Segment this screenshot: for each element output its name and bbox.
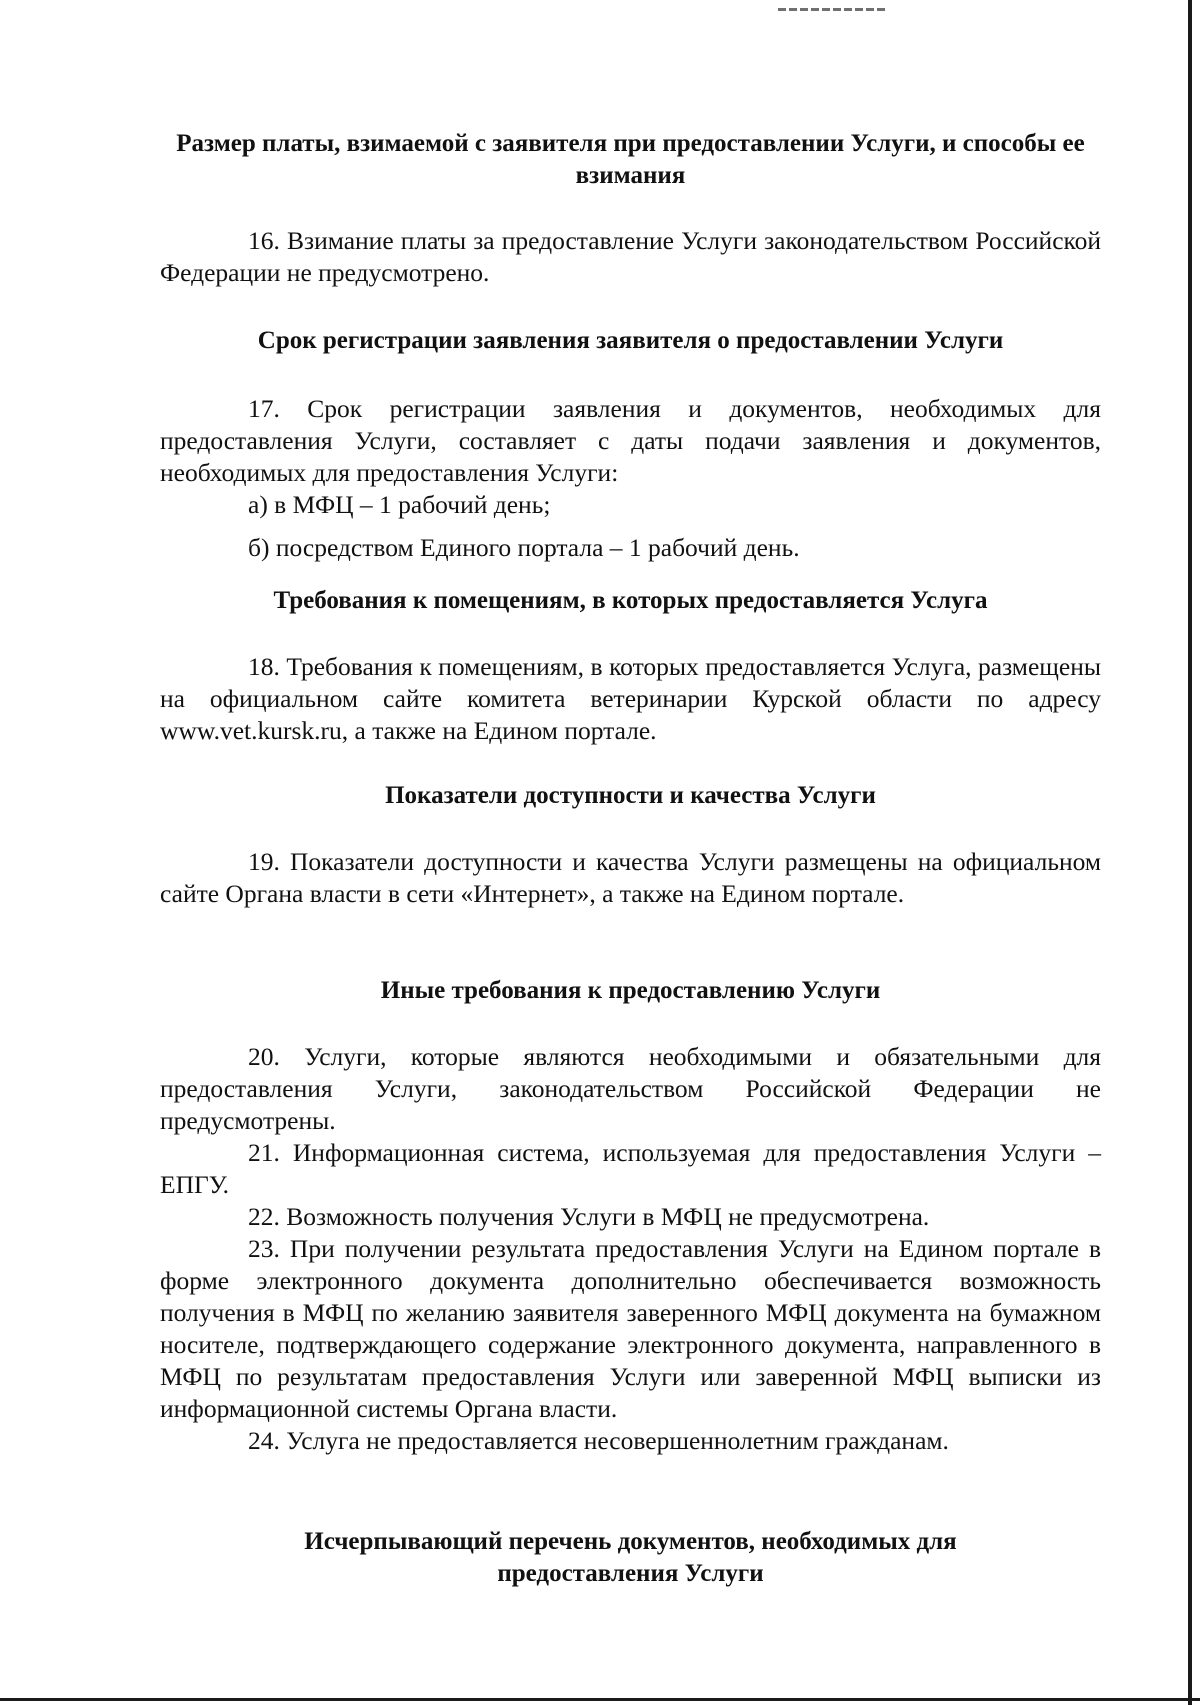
section-other <box>160 975 1101 1007</box>
section-documents <box>160 1526 1101 1590</box>
paragraph-24: 24. Услуга не предоставляется несовершеннолетним гражданам. <box>248 1426 949 1455</box>
scan-border-bottom <box>0 1698 1200 1701</box>
paragraph-18: 18. Требования к помещениям, в которых предоставляется Услуга, размещены на официальном сайте комитета ветеринарии Курской области по адресу www.vet.kursk.ru, а также на Едином портале. <box>160 652 1101 745</box>
heading-premises: Требования к помещениям, в которых предоставляется Услуга <box>273 587 988 614</box>
paragraph-17-item-a: а) в МФЦ – 1 рабочий день; <box>248 490 551 519</box>
paragraph-19-block <box>160 846 1101 910</box>
heading-other: Иные требования к предоставлению Услуги <box>380 977 881 1004</box>
paragraph-16-block <box>160 225 1101 289</box>
paragraph-19: 19. Показатели доступности и качества Услуги размещены на официальном сайте Органа власти в сети «Интернет», а также на Едином портале. <box>160 847 1101 908</box>
paragraph-20: 20. Услуги, которые являются необходимыми и обязательными для предоставления Услуги, законодательством Российской Федерации не предусмотрены. <box>160 1042 1101 1135</box>
section-registration <box>160 325 1101 357</box>
section-fee <box>160 128 1101 192</box>
paragraph-21: 21. Информационная система, используемая для предоставления Услуги – ЕПГУ. <box>160 1138 1101 1199</box>
scan-artifact <box>778 8 888 11</box>
heading-indicators: Показатели доступности и качества Услуги <box>385 782 876 809</box>
heading-registration: Срок регистрации заявления заявителя о предоставлении Услуги <box>257 327 1004 354</box>
paragraph-18-block <box>160 651 1101 747</box>
paragraph-17: 17. Срок регистрации заявления и документов, необходимых для предоставления Услуги, составляет с даты подачи заявления и документов, необходимых для предоставления Услуги: <box>160 394 1101 487</box>
scan-border-right <box>1188 0 1192 1705</box>
paragraphs-20-24-block <box>160 1041 1101 1457</box>
paragraph-16: 16. Взимание платы за предоставление Услуги законодательством Российской Федерации не предусмотрено. <box>160 226 1101 287</box>
heading-fee: Размер платы, взимаемой с заявителя при предоставлении Услуги, и способы ее взимания <box>176 130 1085 189</box>
paragraph-22: 22. Возможность получения Услуги в МФЦ не предусмотрена. <box>248 1202 930 1231</box>
section-premises <box>160 585 1101 617</box>
section-indicators <box>160 780 1101 812</box>
paragraph-17-block <box>160 393 1101 564</box>
paragraph-17-item-b: б) посредством Единого портала – 1 рабочий день. <box>248 533 800 562</box>
heading-documents: Исчерпывающий перечень документов, необходимых для предоставления Услуги <box>304 1528 957 1587</box>
paragraph-23: 23. При получении результата предоставления Услуги на Едином портале в форме электронного документа дополнительно обеспечивается возможность получения в МФЦ по желанию заявителя заверенного МФЦ документа на бумажном носителе, подтверждающего содержание электронного документа, направленного в МФЦ по результатам предоставления Услуги или заверенной МФЦ выписки из информационной системы Органа власти. <box>160 1234 1101 1423</box>
